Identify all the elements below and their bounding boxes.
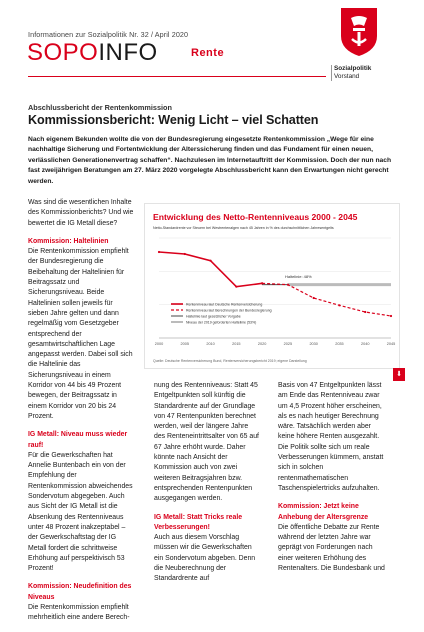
section-heading: Kommission: Haltelinien bbox=[28, 237, 109, 245]
topline: Informationen zur Sozialpolitik Nr. 32 / April 2020 bbox=[28, 30, 189, 39]
brand-sopo: SOPO bbox=[27, 39, 99, 66]
data-point bbox=[158, 251, 160, 253]
x-tick-label: 2025 bbox=[283, 342, 293, 346]
x-tick-label: 2030 bbox=[309, 342, 318, 346]
chart-subtitle: Netto-Standardrente vor Steuern bei Westrentenalgen nach 45 Jahren in % des durchschnittlichen Jahresentgelts bbox=[153, 226, 334, 230]
body-paragraph: Die Rentenkommission empfiehlt mehrheitlich eine andere Berech- bbox=[28, 603, 130, 622]
article-lead: Nach eigenem Bekunden wollte die von der Bundesregierung eingesetzte Rentenkommission „Wege für eine nachhaltige Sicherung und Fortentwicklung der Alterssicherung finden und das Fundament für einen neuen, verlässlichen Generationenvertrag schaffen“. Nachzulesen im Internetauftritt der Kommission. Doch der nun nach fast zweijährigen Beratungen am 27. März 2020 vorgelegte Abschlussbericht kann den Erwartungen nicht gerecht werden. bbox=[28, 136, 392, 185]
body-paragraph: Auch aus diesem Vorschlag müssen wir die Gewerkschaften ein Sondervotum abgeben. Denn die Neuberechnung der Standardrente auf bbox=[154, 534, 256, 583]
column-right bbox=[278, 381, 388, 582]
chart-source: Quelle: Deutsche Rentenversicherung Bund, Rentenversicherungsbericht 2019; eigene Darstellung bbox=[153, 359, 307, 363]
download-icon[interactable]: ⬇ bbox=[393, 368, 405, 381]
legend-label: Rentenniveau laut Deutsche Rentenversicherung bbox=[186, 302, 263, 307]
data-point bbox=[235, 286, 237, 288]
data-point bbox=[184, 253, 186, 255]
section-heading: Kommission: Jetzt keine Anhebung der Altersgrenze bbox=[278, 503, 369, 521]
logo-divider bbox=[331, 65, 332, 81]
ig-metall-logo-icon bbox=[338, 6, 380, 58]
data-point bbox=[390, 315, 392, 317]
x-tick-label: 2000 bbox=[154, 342, 164, 346]
series-line bbox=[262, 283, 391, 316]
body-paragraph: Basis von 47 Entgeltpunkten lässt am Ende das Rentenniveau zwar um 4,5 Prozent höher erscheinen, als es nach heutiger Berechnung wäre. Tatsächlich werden aber keine höhere Renten ausgezahlt. Die Politik sollte sich um reale Verbesserungen kümmern, anstatt sich in solchen rentenmathematischen Taschenspielertricks aufzuhalten. bbox=[278, 382, 384, 492]
brand-rente: Rente bbox=[191, 47, 225, 59]
body-paragraph: nung des Rentenniveaus: Statt 45 Entgeltpunkten soll künftig die Standardrente auf der Grundlage von 47 Rentenpunkten berechnet werden, weil der längere Jahre des Renteneintrittsalter von 65 auf 67 Jahre erhöht wurde. Daher könnte nach Ansicht der Kommission auch von zwei weiteren Beitragsjahren bzw. entsprechenden Rentenpunkten ausgegangen werden. bbox=[154, 382, 259, 503]
logo-caption-unit: Vorstand bbox=[334, 73, 360, 80]
article-kicker: Abschlussbericht der Rentenkommission bbox=[28, 103, 172, 112]
body-paragraph: Die öffentliche Debatte zur Rente während der letzten Jahre war geprägt von Forderungen nach einer weiteren Erhöhung des Rentenalters. Die Bundesbank und bbox=[278, 523, 385, 573]
article-headline: Kommissionsbericht: Wenig Licht – viel Schatten bbox=[28, 113, 319, 127]
x-tick-label: 2015 bbox=[232, 342, 241, 346]
legend-label: Niveau der 2019 geforderten Haltelinie (53%) bbox=[186, 320, 257, 325]
legend-label: Rentenniveau laut Berechnungen der Bundesregierung bbox=[186, 308, 272, 313]
x-tick-label: 2045 bbox=[386, 342, 396, 346]
chart-x-ticks bbox=[155, 342, 395, 346]
column-left bbox=[28, 198, 134, 632]
data-point bbox=[364, 311, 366, 313]
chart-series bbox=[158, 251, 392, 317]
section-heading: IG Metall: Statt Tricks reale Verbesserungen! bbox=[154, 513, 243, 531]
body-paragraph: Die Rentenkommission empfiehlt der Bundesregierung die Beibehaltung der Haltelinien für Beitragssatz und Sicherungsniveau. Beide Haltelinien sollen jeweils für sieben Jahre gelten und dann regelmäßig vom Gesetzgeber entsprechend der gesamtwirtschaftlichen Lage angepasst werden. Dabei soll sich die Haltelinie das Sicherungsniveau in einem Korridor von 44 bis 49 Prozent bewegen, der Beitragssatz in einem Korridor von 20 bis 24 Prozent. bbox=[28, 248, 133, 420]
chart-title: Entwicklung des Netto-Rentenniveaus 2000 - 2045 bbox=[153, 212, 358, 222]
pension-level-chart bbox=[144, 203, 400, 369]
brand-underline bbox=[28, 76, 326, 77]
section-heading: IG Metall: Niveau muss wieder rauf! bbox=[28, 431, 128, 449]
body-paragraph: Für die Gewerkschaften hat Annelie Buntenbach ein von der Empfehlung der Rentenkommission abweichendes Sondervotum abgegeben. Auch aus Sicht der IG Metall ist die Absenkung des Rentenniveaus unter 48 Prozent inakzeptabel – der Gewerkschaftstag der IG Metall fordert die schrittweise Erhöhung auf perspektivisch 53 Prozent! bbox=[28, 451, 133, 573]
x-tick-label: 2020 bbox=[257, 342, 267, 346]
data-point bbox=[209, 260, 211, 262]
data-point bbox=[338, 304, 340, 306]
x-tick-label: 2010 bbox=[206, 342, 215, 346]
data-point bbox=[261, 282, 263, 284]
data-point bbox=[287, 284, 289, 286]
legend-label: Haltelinie laut gesetzlicher Vorgabe bbox=[186, 314, 241, 319]
logo-caption-department: Sozialpolitik bbox=[334, 65, 372, 72]
x-tick-label: 2005 bbox=[180, 342, 190, 346]
column-middle bbox=[154, 381, 260, 593]
brand-title bbox=[27, 39, 225, 66]
chart-svg bbox=[145, 204, 401, 370]
data-point bbox=[313, 297, 315, 299]
section-heading: Kommission: Neudefinition des Niveaus bbox=[28, 583, 132, 601]
series-line bbox=[159, 252, 262, 287]
brand-info: INFO bbox=[98, 39, 158, 66]
x-tick-label: 2040 bbox=[360, 342, 370, 346]
x-tick-label: 2035 bbox=[335, 342, 344, 346]
chart-legend bbox=[171, 302, 272, 324]
intro-paragraph: Was sind die wesentlichen Inhalte des Kommissionberichts? Und wie bewertet die IG Metall diese? bbox=[28, 199, 134, 227]
chart-annotation: Haltelinie: 48% bbox=[285, 274, 312, 279]
